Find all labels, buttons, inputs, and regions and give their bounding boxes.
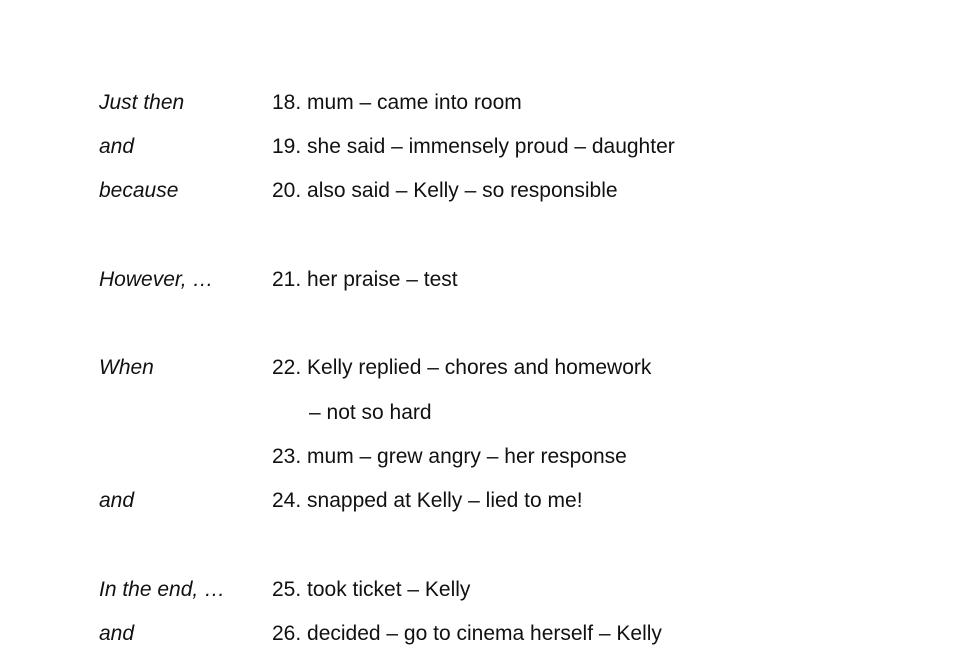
plan-note: 23. mum – grew angry – her response xyxy=(272,445,627,468)
plan-note: 20. also said – Kelly – so responsible xyxy=(272,179,618,202)
list-item xyxy=(0,619,980,649)
list-item xyxy=(0,575,980,605)
plan-note: 26. decided – go to cinema herself – Kelly xyxy=(272,622,662,645)
connective-label: and xyxy=(99,622,135,645)
plan-note: 18. mum – came into room xyxy=(272,91,522,114)
list-item xyxy=(0,265,980,295)
list-item xyxy=(0,398,980,428)
plan-note: 25. took ticket – Kelly xyxy=(272,578,471,601)
list-item xyxy=(0,176,980,206)
list-item xyxy=(0,442,980,472)
plan-note: 21. her praise – test xyxy=(272,268,458,291)
connective-label: and xyxy=(99,489,135,512)
connective-label: However, … xyxy=(99,268,214,291)
list-item xyxy=(0,486,980,516)
plan-note: 24. snapped at Kelly – lied to me! xyxy=(272,489,583,512)
connective-label: and xyxy=(99,135,135,158)
plan-note: 22. Kelly replied – chores and homework xyxy=(272,356,652,379)
connective-label: Just then xyxy=(99,91,185,114)
plan-note-continuation: – not so hard xyxy=(309,401,432,424)
list-item xyxy=(0,353,980,383)
list-item xyxy=(0,88,980,118)
plan-note: 19. she said – immensely proud – daughter xyxy=(272,135,675,158)
list-item xyxy=(0,132,980,162)
connective-label: In the end, … xyxy=(99,578,226,601)
connective-label: because xyxy=(99,179,179,202)
connective-label: When xyxy=(99,356,154,379)
